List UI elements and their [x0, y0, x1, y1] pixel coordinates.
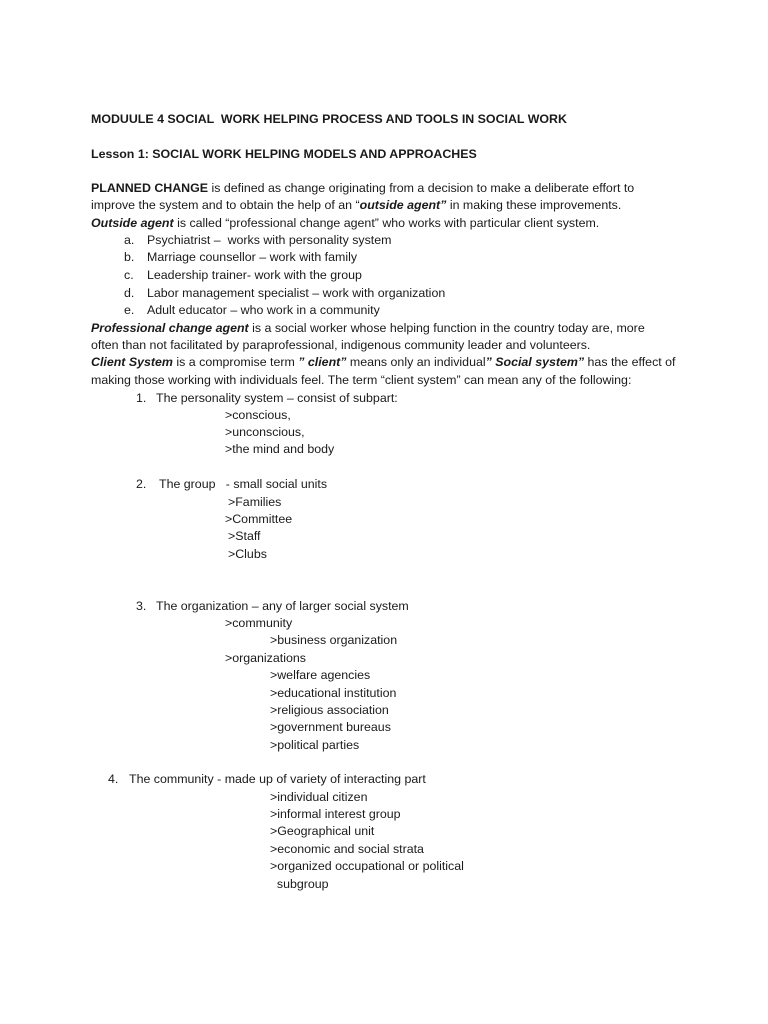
client-system-text-a: is a compromise term: [172, 355, 299, 369]
system-subitem: >religious association: [270, 703, 389, 717]
planned-change-line-1: [91, 180, 634, 197]
lesson-title: Lesson 1: SOCIAL WORK HELPING MODELS AND APPROACHES: [91, 147, 477, 161]
system-subitem: >informal interest group: [270, 807, 401, 821]
client-term: ” client”: [298, 355, 347, 369]
system-number: 1.: [136, 391, 147, 405]
system-subitem: >Committee: [225, 512, 293, 526]
system-subitem: >organized occupational or political: [270, 859, 464, 873]
agent-list-item: Adult educator – who work in a community: [147, 303, 380, 317]
system-number: 4.: [108, 772, 119, 786]
agent-list-marker: b.: [124, 250, 135, 264]
professional-agent-line-2: often than not facilitated by paraprofessional, indigenous community leader and volunteers.: [91, 338, 591, 352]
agent-list-marker: e.: [124, 303, 135, 317]
system-subitem: >Clubs: [228, 547, 267, 561]
system-subitem: subgroup: [270, 877, 329, 891]
professional-agent-line-1: [91, 320, 645, 337]
system-subitem: >community: [225, 616, 293, 630]
planned-change-text-2b: in making these improvements.: [446, 198, 622, 212]
client-system-term: Client System: [91, 355, 173, 369]
agent-list-item: Leadership trainer- work with the group: [147, 268, 362, 282]
professional-agent-term: Professional change agent: [91, 321, 249, 335]
client-system-line-1: [91, 354, 675, 371]
agent-list-marker: c.: [124, 268, 134, 282]
system-subitem: >Geographical unit: [270, 824, 375, 838]
system-subitem: >welfare agencies: [270, 668, 371, 682]
group-heading: The group - small social units: [159, 477, 328, 491]
agent-list-item: Marriage counsellor – work with family: [147, 250, 358, 264]
agent-list-item: Labor management specialist – work with organization: [147, 286, 446, 300]
system-subitem: >conscious,: [225, 408, 291, 422]
agent-list-marker: d.: [124, 286, 135, 300]
outside-agent-line: [91, 215, 599, 232]
system-subitem: >Families: [228, 495, 282, 509]
planned-change-line-2: [91, 197, 621, 214]
system-number: 3.: [136, 599, 147, 613]
system-subitem: >educational institution: [270, 686, 397, 700]
system-subitem: >political parties: [270, 738, 360, 752]
outside-agent-text: is called “professional change agent” who works with particular client system.: [173, 216, 600, 230]
system-subitem: >business organization: [270, 633, 398, 647]
system-subitem: >organizations: [225, 651, 306, 665]
system-subitem: >government bureaus: [270, 720, 391, 734]
system-subitem: >individual citizen: [270, 790, 368, 804]
personality-system-heading: The personality system – consist of subpart:: [156, 391, 398, 405]
planned-change-text-2a: improve the system and to obtain the help of an “: [91, 198, 360, 212]
client-system-text-b: means only an individual: [346, 355, 486, 369]
agent-list-item: Psychiatrist – works with personality system: [147, 233, 392, 247]
module-title: MODUULE 4 SOCIAL WORK HELPING PROCESS AND TOOLS IN SOCIAL WORK: [91, 112, 567, 126]
client-system-text-c: has the effect of: [584, 355, 676, 369]
community-heading: The community - made up of variety of interacting part: [129, 772, 426, 786]
system-subitem: >economic and social strata: [270, 842, 424, 856]
system-number: 2.: [136, 477, 147, 491]
outside-agent-term: Outside agent: [91, 216, 174, 230]
system-subitem: >the mind and body: [225, 442, 335, 456]
outside-agent-inline-term: outside agent”: [359, 198, 447, 212]
system-subitem: >Staff: [228, 529, 261, 543]
client-system-line-2: making those working with individuals feel. The term “client system” can mean any of the following:: [91, 373, 632, 387]
organization-heading: The organization – any of larger social system: [156, 599, 409, 613]
agent-list-marker: a.: [124, 233, 135, 247]
planned-change-text: is defined as change originating from a decision to make a deliberate effort to: [208, 181, 635, 195]
social-system-term: ” Social system”: [485, 355, 585, 369]
professional-agent-text: is a social worker whose helping function in the country today are, more: [248, 321, 645, 335]
planned-change-term: PLANNED CHANGE: [91, 181, 209, 195]
system-subitem: >unconscious,: [225, 425, 305, 439]
